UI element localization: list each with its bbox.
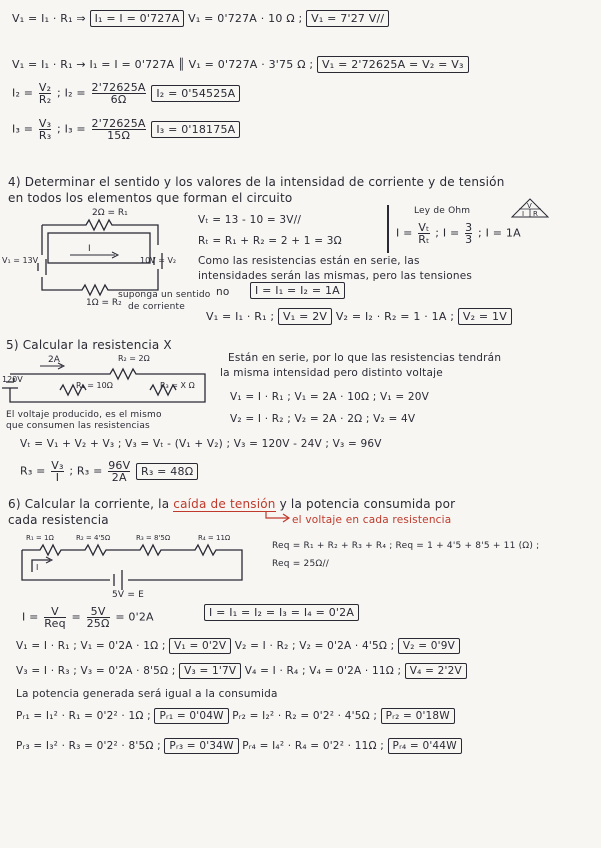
- p5-text-line-1: Están en serie, por lo que las resistencias tendrán: [228, 352, 502, 364]
- boxed-result: Pᵣ₄ = 0'44W: [388, 738, 462, 754]
- eq-v1-line: [12, 12, 389, 25]
- p6-eq-p1-p2: [16, 710, 455, 722]
- p6-eq-p3-p4: [16, 740, 462, 752]
- denominator: 6Ω: [110, 93, 127, 106]
- p5-eq-r3: [20, 460, 198, 483]
- label-current: I: [88, 244, 91, 254]
- eq-text: V₃ = I · R₃ ; V₃ = 0'2A · 8'5Ω ;: [16, 665, 176, 677]
- boxed-result: I = I₁ = I₂ = 1A: [250, 282, 345, 299]
- numerator: 2'72625A: [91, 81, 146, 94]
- boxed-result: I₃ = 0'18175A: [151, 121, 240, 138]
- numerator: 96V: [108, 459, 131, 472]
- ohm-law-label: Ley de Ohm: [414, 206, 471, 216]
- ohm-triangle-icon: [510, 197, 550, 219]
- label-r1: R₁ = 10Ω: [76, 381, 113, 390]
- p6-eq-req-result: Req = 25Ω//: [272, 559, 329, 569]
- p6-text-power: La potencia generada será igual a la consumida: [16, 688, 278, 700]
- boxed-result: V₂ = 1V: [458, 308, 512, 325]
- fraction: [92, 118, 146, 141]
- ohm-triangle-i: I: [522, 210, 525, 218]
- title-text: 6) Calcular la corriente, la: [8, 497, 170, 511]
- eq-text: Pᵣ₂ = I₂² · R₂ = 0'2² · 4'5Ω ;: [232, 710, 378, 722]
- boxed-result: I₁ = I = 0'727A: [90, 10, 185, 27]
- p6-circuit-source: 5V = E: [112, 590, 145, 600]
- eq-text: I₃ =: [12, 122, 34, 136]
- brace: [387, 205, 389, 253]
- boxed-result: Pᵣ₂ = 0'18W: [381, 708, 455, 724]
- numerator: V₃: [38, 117, 52, 130]
- p4-eq-current: [396, 222, 521, 245]
- eq-i3-line: [12, 118, 240, 141]
- label-v2: 10V = V₂: [140, 256, 177, 265]
- p5-circuit-diagram: [0, 352, 220, 410]
- p6-arrow-note: el voltaje en cada resistencia: [292, 514, 452, 526]
- label-r1: 2Ω = R₁: [92, 208, 128, 218]
- p4-title-line-2: en todos los elementos que forman el circuito: [8, 191, 293, 205]
- p4-text-line-2: intensidades serán las mismas, pero las tensiones: [198, 270, 473, 282]
- label-current: I: [36, 563, 39, 572]
- eq-text: =: [71, 610, 81, 624]
- boxed-result: Pᵣ₁ = 0'04W: [154, 708, 228, 724]
- label-voltage: 120V: [2, 375, 23, 384]
- eq-text: Pᵣ₁ = I₁² · R₁ = 0'2² · 1Ω ;: [16, 710, 151, 722]
- numerator: 5V: [87, 606, 110, 618]
- p5-eq-v2: V₂ = I · R₂ ; V₂ = 2A · 2Ω ; V₂ = 4V: [230, 413, 416, 425]
- p4-circuit-note-2: de corriente: [128, 302, 186, 312]
- eq-text: V₁ = I₁ · R₁ → I₁ = I = 0'727A ║ V₁ = 0'727A · 3'75 Ω ;: [12, 58, 314, 71]
- p4-eq-vt: Vₜ = 13 - 10 = 3V//: [198, 214, 302, 226]
- eq-text: V₂ = I · R₂ ; V₂ = 0'2A · 4'5Ω ;: [234, 640, 395, 652]
- eq-text: ; I =: [435, 226, 460, 240]
- ohm-triangle-r: R: [533, 210, 538, 218]
- p4-eq-voltages: [206, 310, 512, 323]
- eq-i2-line: [12, 82, 240, 105]
- p6-eq-req: Req = R₁ + R₂ + R₃ + R₄ ; Req = 1 + 4'5 + 8'5 + 11 (Ω) ;: [272, 541, 540, 551]
- eq-v1-line-2: [12, 58, 469, 71]
- fraction: [44, 606, 66, 629]
- fraction: [87, 606, 110, 629]
- label-r4: R₄ = 11Ω: [198, 534, 231, 542]
- boxed-result: V₂ = 0'9V: [398, 638, 460, 654]
- p5-eq-v3: Vₜ = V₁ + V₂ + V₃ ; V₃ = Vₜ - (V₁ + V₂) ; V₃ = 120V - 24V ; V₃ = 96V: [20, 438, 382, 450]
- label-v1: V₁ = 13V: [2, 256, 39, 265]
- eq-text: ; I = 1A: [478, 226, 521, 240]
- eq-text: ; R₃ =: [69, 464, 103, 478]
- p4-boxed-current: [250, 284, 345, 297]
- arrow-icon: [262, 511, 292, 525]
- eq-text: I =: [396, 226, 413, 240]
- p4-title-line-1: 4) Determinar el sentido y los valores de la intensidad de corriente y de tensión: [8, 175, 505, 189]
- p5-eq-v1: V₁ = I · R₁ ; V₁ = 2A · 10Ω ; V₁ = 20V: [230, 391, 430, 403]
- eq-text: R₃ =: [20, 464, 46, 478]
- eq-text: ; I₂ =: [57, 86, 86, 100]
- p6-title-line-1: [8, 497, 455, 511]
- eq-text: V₁ = I · R₁ ; V₁ = 0'2A · 1Ω ;: [16, 640, 166, 652]
- label-r3: R₃ = X Ω: [160, 381, 195, 390]
- numerator: 3: [465, 221, 473, 234]
- p6-eq-v3-v4: [16, 665, 467, 677]
- p6-eq-current: [22, 606, 154, 629]
- label-r2: R₂ = 4'5Ω: [76, 534, 111, 542]
- p4-circuit-note-1: suponga un sentido: [118, 290, 211, 300]
- p4-text-line-3: no: [216, 286, 230, 298]
- fraction: [51, 460, 63, 483]
- fraction: [108, 460, 130, 483]
- numerator: Vₜ: [418, 221, 430, 234]
- fraction: [92, 82, 146, 105]
- p6-eq-v1-v2: [16, 640, 460, 652]
- p4-eq-rt: Rₜ = R₁ + R₂ = 2 + 1 = 3Ω: [198, 235, 342, 247]
- numerator: V: [44, 606, 66, 618]
- boxed-result: I = I₁ = I₂ = I₃ = I₄ = 0'2A: [204, 604, 359, 621]
- label-r3: R₃ = 8'5Ω: [136, 534, 171, 542]
- label-r1: R₁ = 1Ω: [26, 534, 54, 542]
- eq-text: V₁ = I₁ · R₁ ⇒: [12, 12, 86, 25]
- p5-note-line-1: El voltaje producido, es el mismo: [6, 410, 162, 420]
- denominator: Req: [44, 617, 66, 630]
- p6-title-line-2: cada resistencia: [8, 513, 109, 527]
- numerator: V₂: [38, 81, 52, 94]
- boxed-result: V₁ = 2'72625A = V₂ = V₃: [317, 56, 469, 73]
- eq-text: V₄ = I · R₄ ; V₄ = 0'2A · 11Ω ;: [244, 665, 402, 677]
- boxed-result: Pᵣ₃ = 0'34W: [164, 738, 238, 754]
- fraction: [39, 118, 51, 141]
- label-r2: 1Ω = R₂: [86, 298, 122, 308]
- p4-text-line-1: Como las resistencias están en serie, las: [198, 255, 420, 267]
- label-r2: R₂ = 2Ω: [118, 354, 150, 363]
- numerator: 2'72625A: [91, 117, 146, 130]
- eq-text: I =: [22, 610, 39, 624]
- eq-text: V₁ = I₁ · R₁ ;: [206, 310, 275, 323]
- p6-boxed-current: [204, 606, 359, 619]
- eq-text: Pᵣ₃ = I₃² · R₃ = 0'2² · 8'5Ω ;: [16, 740, 161, 752]
- denominator: 3: [465, 233, 473, 246]
- title-text: y la potencia consumida por: [279, 497, 456, 511]
- eq-text: = 0'2A: [115, 610, 154, 624]
- denominator: 2A: [111, 471, 127, 484]
- p5-note-line-2: que consumen las resistencias: [6, 421, 150, 431]
- eq-text: V₂ = I₂ · R₂ = 1 · 1A ;: [335, 310, 455, 323]
- fraction: [418, 222, 429, 245]
- boxed-result: V₁ = 0'2V: [169, 638, 231, 654]
- eq-text: I₂ =: [12, 86, 34, 100]
- boxed-result: V₁ = 7'27 V//: [306, 10, 389, 27]
- fraction: [465, 222, 472, 245]
- boxed-result: V₁ = 2V: [278, 308, 332, 325]
- p5-text-line-2: la misma intensidad pero distinto voltaje: [220, 367, 443, 379]
- boxed-result: V₄ = 2'2V: [405, 663, 467, 679]
- fraction: [39, 82, 51, 105]
- numerator: V₃: [51, 459, 64, 472]
- eq-text: Pᵣ₄ = I₄² · R₄ = 0'2² · 11Ω ;: [242, 740, 384, 752]
- denominator: 15Ω: [107, 129, 131, 142]
- denominator: R₂: [38, 93, 52, 106]
- boxed-result: R₃ = 48Ω: [136, 463, 198, 480]
- p5-title: 5) Calcular la resistencia X: [6, 338, 172, 352]
- ohm-triangle-v: V: [527, 202, 532, 210]
- eq-text: V₁ = 0'727A · 10 Ω ;: [188, 12, 303, 25]
- denominator: R₃: [38, 129, 52, 142]
- denominator: Rₜ: [418, 233, 430, 246]
- label-current: 2A: [48, 355, 60, 365]
- denominator: I: [55, 471, 60, 484]
- boxed-result: V₃ = 1'7V: [179, 663, 241, 679]
- title-highlight: caída de tensión: [173, 497, 276, 511]
- eq-text: ; I₃ =: [57, 122, 86, 136]
- boxed-result: I₂ = 0'54525A: [151, 85, 240, 102]
- denominator: 25Ω: [86, 617, 110, 630]
